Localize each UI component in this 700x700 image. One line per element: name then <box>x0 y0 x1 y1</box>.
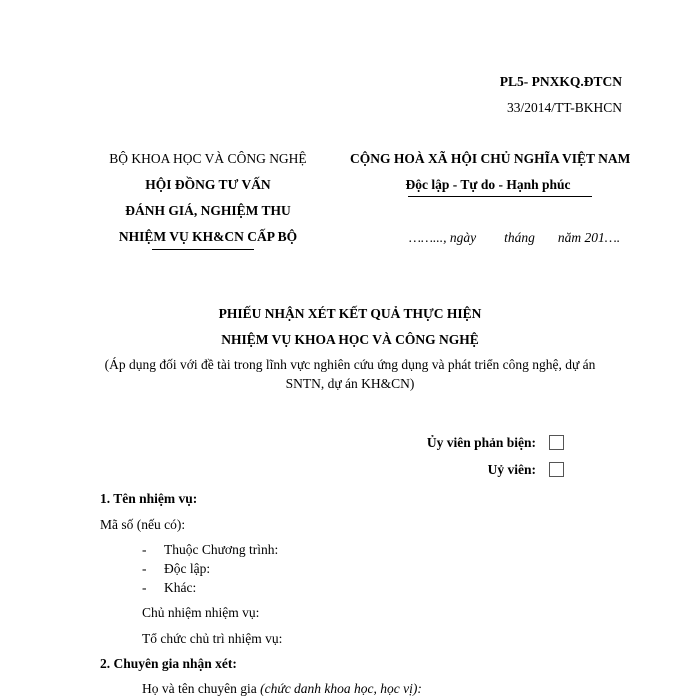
task-lead-label: Chủ nhiệm nhiệm vụ: <box>142 605 260 620</box>
list-item: - Độc lập: <box>142 561 211 576</box>
bullet-independent-label: Độc lập: <box>164 561 211 576</box>
national-motto: Độc lập - Tự do - Hạnh phúc <box>405 177 571 192</box>
list-item: - Khác: <box>142 580 197 595</box>
expert-name-hint: (chức danh khoa học, học vị): <box>260 681 422 696</box>
circular-number: 33/2014/TT-BKHCN <box>506 100 622 115</box>
section2-heading: 2. Chuyên gia nhận xét: <box>100 656 237 671</box>
form-subtitle-line2: SNTN, dự án KH&CN) <box>285 376 415 391</box>
host-organization-label: Tổ chức chủ trì nhiệm vụ: <box>142 631 283 646</box>
council-name-line3: NHIỆM VỤ KH&CN CẤP BỘ <box>118 229 298 244</box>
member-role-checkbox[interactable] <box>549 462 564 477</box>
section1-heading: 1. Tên nhiệm vụ: <box>100 491 198 506</box>
date-month: tháng <box>504 230 535 245</box>
date-day: ngày <box>449 230 477 245</box>
document-code: PL5- PNXKQ.ĐTCN <box>499 74 622 89</box>
council-name-line1: HỘI ĐỒNG TƯ VẤN <box>145 177 271 192</box>
expert-name-label: Họ và tên chuyên gia <box>142 681 257 696</box>
bullet-other-label: Khác: <box>164 580 197 595</box>
reviewer-role-checkbox[interactable] <box>549 435 564 450</box>
date-place: ……..., <box>409 230 450 245</box>
form-title-line1: PHIẾU NHẬN XÉT KẾT QUẢ THỰC HIỆN <box>218 306 482 321</box>
list-item: - Thuộc Chương trình: <box>142 542 279 557</box>
council-name-line2: ĐÁNH GIÁ, NGHIỆM THU <box>125 203 291 218</box>
bullet-program-label: Thuộc Chương trình: <box>164 542 279 557</box>
form-title-line2: NHIỆM VỤ KHOA HỌC VÀ CÔNG NGHỆ <box>221 332 479 347</box>
left-underline <box>152 249 254 250</box>
task-code-label: Mã số (nếu có): <box>100 517 186 532</box>
republic-name: CỘNG HOÀ XÃ HỘI CHỦ NGHĨA VIỆT NAM <box>350 151 631 166</box>
motto-underline <box>408 196 592 197</box>
reviewer-role-label: Ủy viên phản biện: <box>426 435 536 450</box>
form-subtitle-line1: (Áp dụng đối với đề tài trong lĩnh vực nghiên cứu ứng dụng và phát triển công nghệ, dự án <box>104 357 596 372</box>
date-year: năm 201…. <box>557 230 621 245</box>
date-line <box>409 230 620 246</box>
ministry-name: BỘ KHOA HỌC VÀ CÔNG NGHỆ <box>109 151 307 166</box>
member-role-label: Uỷ viên: <box>487 462 536 477</box>
expert-name-line <box>142 681 422 697</box>
